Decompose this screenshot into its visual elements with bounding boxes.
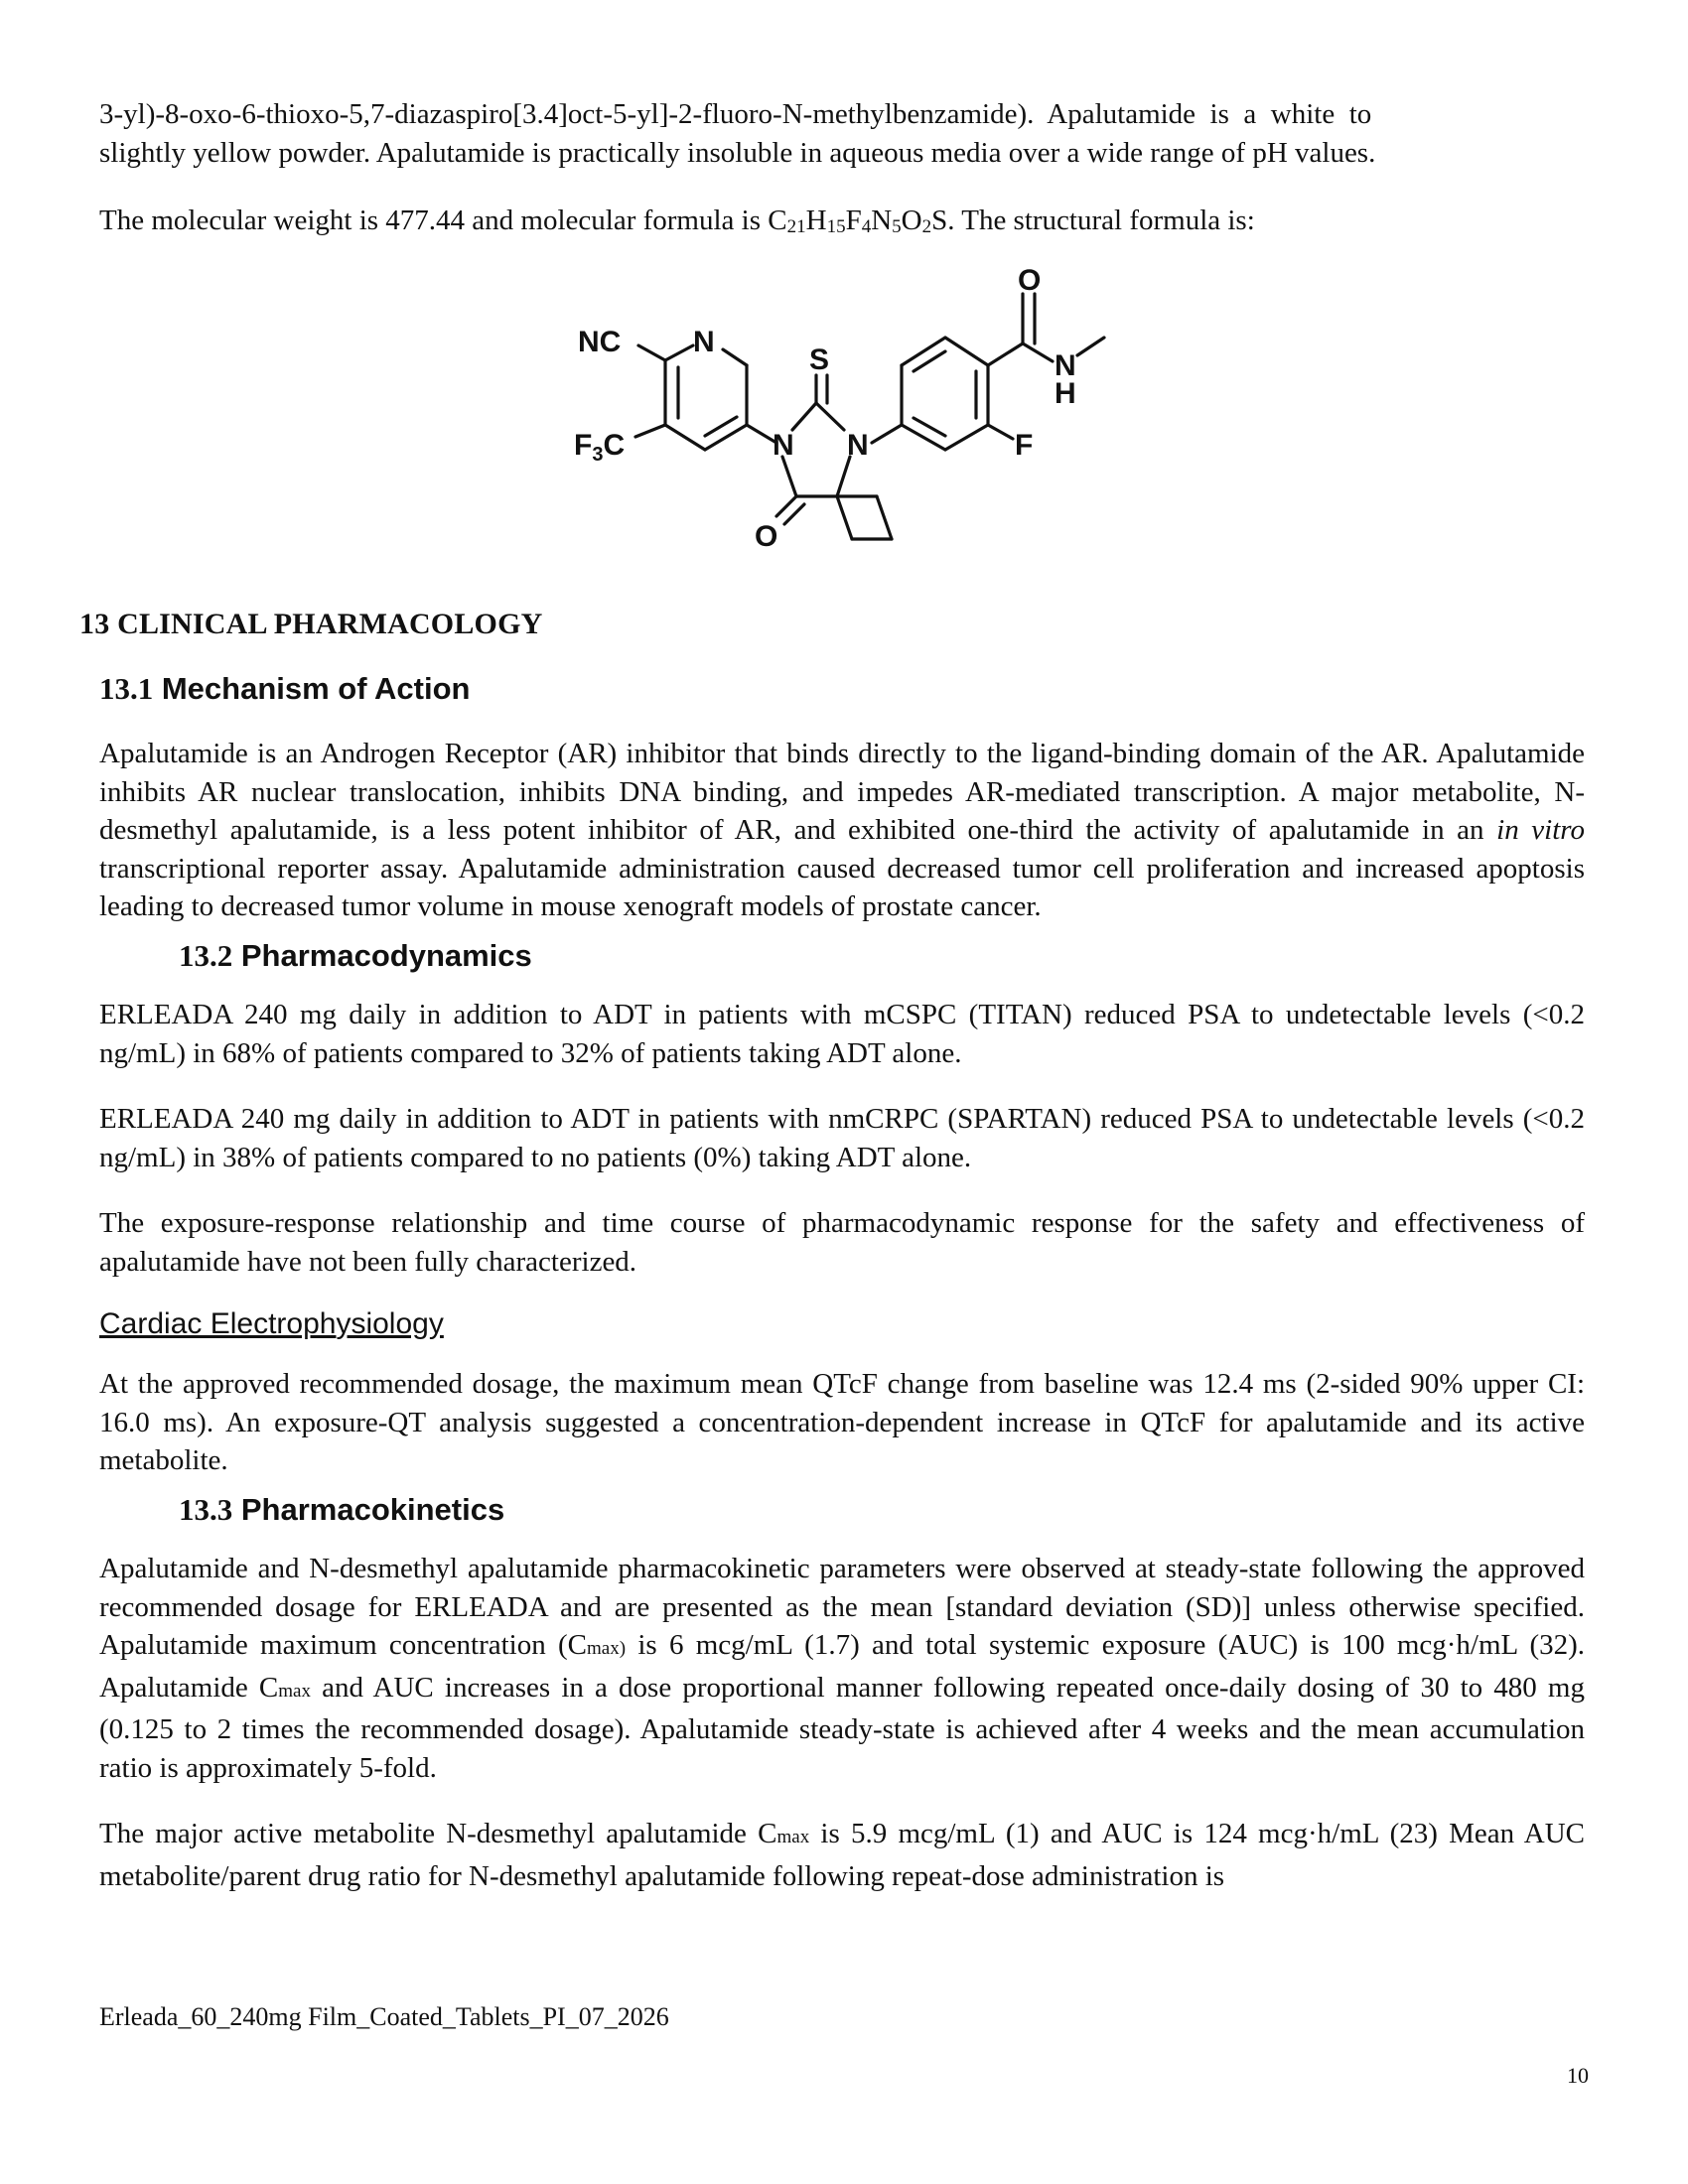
label-f: F [1015, 429, 1034, 462]
intro-paragraph-2: The molecular weight is 477.44 and molecular formula is $C_{21}H_{15}F_4N_5O_2S$. The structural formula is: [99, 205, 1255, 238]
label-n-right: N [847, 429, 869, 462]
cardiac-electrophysiology-heading: Cardiac Electrophysiology [99, 1306, 444, 1340]
section-13-body [99, 671, 1585, 1896]
pharmacodynamics-paragraph-1: ERLEADA 240 mg daily in addition to ADT in patients with mCSPC (TITAN) reduced PSA to undetectable levels (<0.2 ng/mL) in 68% of patients compared to 32% of patients taking ADT alone. [99, 998, 1585, 1069]
pharmacokinetics-paragraph-2: The major active metabolite N-desmethyl apalutamide Cmax is 5.9 mcg/mL (1) and AUC is 124 mcg·h/mL (23) Mean AUC metabolite/parent drug ratio for N-desmethyl apalutamide following repeat-dose administration is [99, 1818, 1586, 1893]
label-n-left: N [773, 429, 794, 462]
intro-line-2: slightly yellow powder. Apalutamide is practically insoluble in aqueous media over a wide range of pH values. [99, 136, 1376, 169]
mechanism-paragraph: Apalutamide is an Androgen Receptor (AR) inhibitor that binds directly to the ligand-binding domain of the AR. Apalutamide inhibits AR nuclear translocation, inhibits DNA binding, and impedes AR-mediated transcription. A major metabolite, N-desmethyl apalutamide, is a less potent inhibitor of AR, and exhibited one-third the activity of apalutamide in an in vitro transcriptional reporter assay. Apalutamide administration caused decreased tumor cell proliferation and increased apoptosis leading to decreased tumor volume in mouse xenograft models of prostate cancer. [99, 738, 1585, 923]
label-n-amide: N [1055, 349, 1076, 382]
section-13-heading: 13 CLINICAL PHARMACOLOGY [79, 608, 543, 640]
footer-document-id: Erleada_60_240mg Film_Coated_Tablets_PI_07_2026 [99, 2002, 669, 2031]
pharmacokinetics-paragraph-1: Apalutamide and N-desmethyl apalutamide pharmacokinetic parameters were observed at steady-state following the approved recommended dosage for ERLEADA and are presented as the mean [standard deviation (SD)] unless otherwise specified. Apalutamide maximum concentration (Cmax) is 6 mcg/mL (1.7) and total systemic exposure (AUC) is 100 mcg·h/mL (32). Apalutamide Cmax and AUC increases in a dose proportional manner following repeated once-daily dosing of 30 to 480 mg (0.125 to 2 times the recommended dosage). Apalutamide steady-state is achieved after 4 weeks and the mean accumulation ratio is approximately 5-fold. [99, 1552, 1586, 1784]
label-nc: NC [578, 326, 622, 358]
molecular-formula: $C_{21}H_{15}F_4N_5O_2S$ [768, 205, 948, 238]
label-o-bottom: O [755, 520, 778, 553]
label-h-amide: H [1055, 377, 1076, 410]
label-n-pyridine: N [693, 326, 715, 358]
cardiac-paragraph: At the approved recommended dosage, the maximum mean QTcF change from baseline was 12.4 ms (2-sided 90% upper CI: 16.0 ms). An exposure-QT analysis suggested a concentration-dependent increase in QTcF for apalutamide and its active metabolite. [99, 1368, 1585, 1477]
section-13-1-heading: 13.1 Mechanism of Action [99, 671, 471, 706]
label-f3c: $F_3C$ [574, 429, 626, 466]
section-13-2-heading: 13.2 Pharmacodynamics [179, 937, 532, 973]
intro-paragraph-1 [99, 95, 1585, 172]
structural-formula-diagram [556, 266, 1152, 584]
page-number: 10 [1567, 2063, 1589, 2088]
pharmacodynamics-paragraph-3: The exposure-response relationship and time course of pharmacodynamic response for the safety and effectiveness of apalutamide have not been fully characterized. [99, 1207, 1585, 1278]
intro-line-1: 3-yl)-8-oxo-6-thioxo-5,7-diazaspiro[3.4]oct-5-yl]-2-fluoro-N-methylbenzamide). Apalutamide is a white to [99, 98, 1372, 130]
section-13-3-heading: 13.3 Pharmacokinetics [179, 1491, 505, 1527]
label-o-top: O [1018, 266, 1042, 297]
label-s: S [809, 343, 830, 376]
pharmacodynamics-paragraph-2: ERLEADA 240 mg daily in addition to ADT in patients with nmCRPC (SPARTAN) reduced PSA to undetectable levels (<0.2 ng/mL) in 38% of patients compared to no patients (0%) taking ADT alone. [99, 1103, 1585, 1173]
document-page [99, 95, 1585, 240]
